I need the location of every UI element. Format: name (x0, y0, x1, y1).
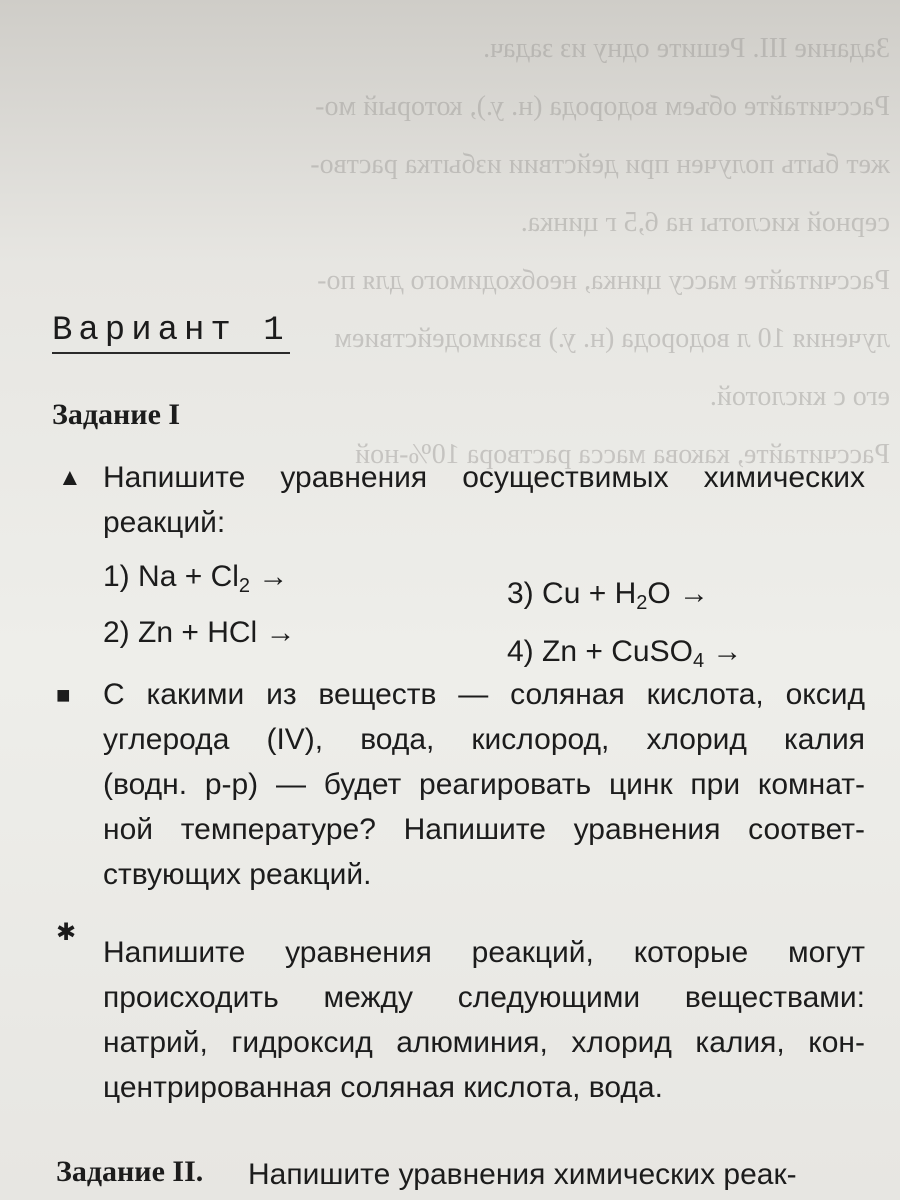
subscript: 4 (692, 650, 705, 672)
equation-4 (507, 635, 742, 673)
bleed-line: Рассчитайте, какова масса раствора 10%-ной (355, 439, 890, 470)
equation-right: → (257, 616, 296, 649)
variant-title: Вариант 1 (52, 312, 290, 354)
bleed-line: Рассчитайте массу цинка, необходимого для по- (317, 265, 890, 296)
q2-line: С какими из веществ — соляная кислота, оксид (103, 678, 865, 711)
q3-line: натрий, гидроксид алюминия, хлорид калия, кон- (103, 1026, 865, 1059)
q1-text (103, 455, 865, 545)
subscript: 2 (636, 592, 648, 614)
q3-line: центрированная соляная кислота, вода. (103, 1071, 663, 1104)
triangle-marker-icon: ▲ (58, 464, 82, 491)
q2-line: (водн. р-р) — будет реагировать цинк при комнат- (103, 768, 865, 801)
bleed-through-text (70, 20, 890, 484)
q2-text (103, 672, 865, 897)
equation-number: 1) (103, 560, 130, 593)
task2-text: Напишите уравнения химических реак- (248, 1158, 797, 1191)
task1-title: Задание I (52, 398, 181, 431)
bleed-line: Задание III. Решите одну из задач. (483, 33, 890, 64)
equation-3 (507, 577, 709, 615)
asterisk-marker-icon: ✱ (56, 919, 77, 946)
equation-2 (103, 616, 296, 654)
equation-right: O → (647, 577, 710, 610)
equation-1 (103, 560, 288, 598)
square-marker-icon: ■ (56, 682, 71, 709)
equation-number: 3) (507, 577, 534, 610)
bleed-line: лучения 10 л водорода (н. у.) взаимодействием (334, 323, 890, 354)
bleed-line: жет быть получен при действии избытка раство- (310, 149, 890, 180)
equation-right: → (704, 635, 743, 668)
equation-number: 4) (507, 635, 534, 668)
q1-line: реакций: (103, 506, 226, 539)
q1-line: Напишите уравнения осуществимых химических (103, 461, 865, 494)
q3-text (103, 930, 865, 1110)
equation-left: Zn + HCl (138, 616, 258, 649)
task2-title: Задание II. (56, 1155, 204, 1188)
q3-line: происходить между следующими веществами: (103, 981, 865, 1014)
equation-left: Cu + H (542, 577, 637, 610)
q3-line: Напишите уравнения реакций, которые могут (103, 936, 865, 969)
subscript: 2 (238, 575, 251, 597)
bleed-line: его с кислотой. (709, 381, 890, 412)
equation-right: → (250, 560, 289, 593)
q2-line: углерода (IV), вода, кислород, хлорид калия (103, 723, 865, 756)
equation-number: 2) (103, 616, 130, 649)
q2-line: ной температуре? Напишите уравнения соответ- (103, 813, 865, 846)
bleed-line: серной кислоты на 6,5 г цинка. (520, 207, 890, 238)
bleed-line: Рассчитайте объем водорода (н. у.), который мо- (315, 91, 890, 122)
equation-left: Na + Cl (138, 560, 239, 593)
equation-left: Zn + CuSO (542, 635, 693, 668)
q2-line: ствующих реакций. (103, 858, 372, 891)
